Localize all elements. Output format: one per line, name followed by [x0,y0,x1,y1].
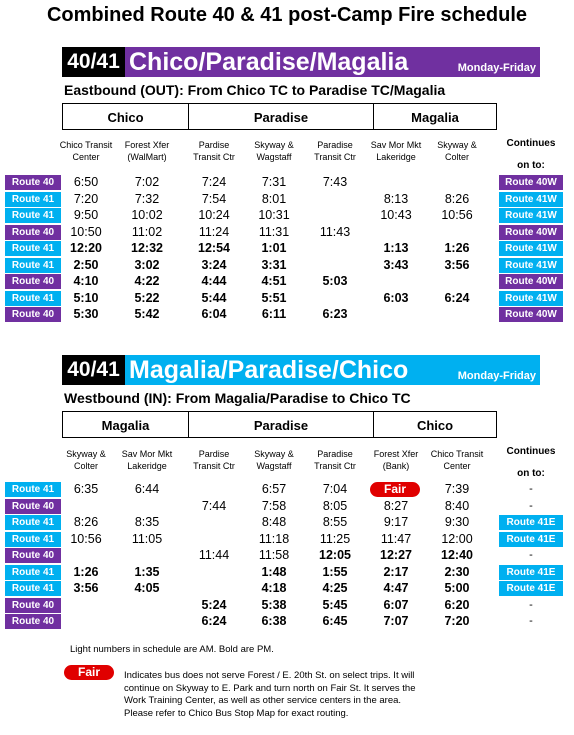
column-header-line: Colter [73,461,98,471]
column-header-line: Wagstaff [256,152,292,162]
fair-footnote-line: Indicates bus does not serve Forest / E. 20th St. on select trips. It will [124,670,415,681]
continues-on-label: Route 41W [499,258,563,273]
time-cell: 5:45 [322,597,348,612]
time-cell: 5:38 [261,597,287,612]
time-cell: 6:44 [134,482,160,496]
westbound-days: Monday-Friday [457,370,536,382]
time-cell: 4:10 [73,274,99,288]
time-cell: 1:35 [134,564,160,579]
on-to-label: on to: [517,160,545,171]
eastbound-title: Chico/Paradise/Magalia [129,48,409,76]
time-cell: 9:30 [444,515,470,529]
time-cell: 12:27 [380,548,412,562]
time-cell: 8:05 [322,498,348,513]
column-header-line: Skyway & [254,140,294,150]
time-cell: 2:30 [444,564,470,579]
time-cell: 5:51 [261,290,287,305]
route-label: Route 41 [5,581,61,596]
on-to-label: on to: [517,468,545,479]
column-header-line: Lakeridge [127,461,167,471]
time-cell: 7:43 [322,175,348,189]
route-label: Route 40 [5,225,61,240]
time-cell: 12:05 [319,548,351,562]
westbound-subtitle: Westbound (IN): From Magalia/Paradise to Chico TC [64,390,411,406]
column-header-line: Transit Ctr [193,461,235,471]
column-header [362,448,430,472]
westbound-banner [62,355,540,385]
route-label: Route 41 [5,291,61,306]
time-cell: 5:42 [134,307,160,321]
column-header [180,448,248,472]
time-cell: 7:24 [201,175,227,189]
time-cell: 8:26 [73,515,99,529]
time-cell: 4:05 [134,581,160,595]
time-cell: 7:04 [322,482,348,496]
column-header-line: Chico Transit [59,140,113,150]
time-cell: 12:54 [198,241,230,255]
time-cell: 6:38 [261,614,287,628]
continues-on-label: - [529,615,533,627]
column-header-line: Forest Xfer [124,140,170,150]
time-cell: 12:00 [441,531,473,546]
time-cell: 6:24 [201,614,227,628]
column-header [52,448,120,472]
zone-chico: Chico [62,103,189,130]
westbound-title-bar [125,355,540,385]
continues-on-label: Route 40W [499,307,563,322]
column-header-line: Chico Transit [430,449,484,459]
time-cell: 7:44 [201,498,227,513]
column-header-line: (WalMart) [127,152,167,162]
eastbound-days: Monday-Friday [457,62,536,74]
time-cell: 12:32 [131,241,163,255]
time-cell: 11:47 [380,531,412,546]
time-cell: 6:03 [383,290,409,305]
time-cell: 5:30 [73,307,99,321]
page-title: Combined Route 40 & 41 post-Camp Fire schedule [46,4,528,26]
column-header-line: Skyway & [437,140,477,150]
continues-header [499,446,563,480]
column-header [301,448,369,472]
time-cell: 11:02 [131,224,163,239]
route-label: Route 40 [5,307,61,322]
time-cell: 4:25 [322,581,348,595]
time-cell: 10:02 [131,208,163,222]
column-header-line: Forest Xfer [373,449,419,459]
time-cell: 11:31 [258,224,290,239]
time-cell: 2:17 [383,564,409,579]
ampm-footnote: Light numbers in schedule are AM. Bold are PM. [70,644,274,655]
time-cell: 4:44 [201,274,227,288]
time-cell: 6:24 [444,290,470,305]
column-header-line: Wagstaff [256,461,292,471]
time-cell: 5:22 [134,290,160,305]
time-cell: 8:01 [261,191,287,206]
time-cell: 10:50 [70,224,102,239]
time-cell: 3:56 [73,581,99,595]
time-cell: 4:22 [134,274,160,288]
column-header-line: (Bank) [382,461,410,471]
zone-paradise: Paradise [188,103,374,130]
column-header-line: Sav Mor Mkt [121,449,173,459]
zone-paradise: Paradise [188,411,374,438]
column-header-line: Paradise [317,140,353,150]
fair-footnote-line: continue on Skyway to E. Park and turn north on Fair St. It serves the [124,682,416,694]
column-header-line: Center [72,152,100,162]
route-label: Route 41 [5,192,61,207]
time-cell: 11:05 [131,531,163,546]
fair-footnote-line: Work Training Center, as well as other service centers in the area. [124,695,402,706]
time-cell: 10:56 [441,208,473,222]
time-cell: 12:20 [70,241,102,255]
time-cell: 7:07 [383,614,409,628]
time-cell: 5:00 [444,581,470,595]
route-label: Route 41 [5,208,61,223]
time-cell: 10:31 [258,208,290,222]
continues-label: Continues [506,446,556,457]
route-label: Route 41 [5,565,61,580]
continues-on-label: Route 41W [499,208,563,223]
time-cell: 11:43 [319,224,351,239]
continues-on-label: Route 41W [499,192,563,207]
time-cell: 8:13 [383,191,409,206]
time-cell: 10:24 [198,208,230,222]
continues-on-label: - [529,598,533,611]
column-header [362,139,430,163]
time-cell: 2:50 [73,257,99,272]
time-cell: 11:25 [319,531,351,546]
time-cell: 3:56 [444,257,470,272]
route-label: Route 40 [5,274,61,289]
time-cell: 8:27 [383,498,409,513]
time-cell: 9:17 [383,515,409,529]
column-header [301,139,369,163]
time-cell: 11:58 [258,548,290,562]
time-cell: 12:40 [441,548,473,562]
column-header [240,448,308,472]
route-label: Route 41 [5,532,61,547]
time-cell: 4:47 [383,581,409,595]
route-label: Route 41 [5,482,61,497]
route-number: 40/41 [62,47,125,77]
continues-on-label: Route 40W [499,225,563,240]
time-cell: 3:02 [134,257,160,272]
continues-on-label: Route 41E [499,515,563,530]
column-header [52,139,120,163]
eastbound-banner [62,47,540,77]
time-cell: 1:48 [261,564,287,579]
time-cell: 8:48 [261,515,287,529]
time-cell: 7:20 [444,614,470,628]
time-cell: 6:57 [261,482,287,496]
time-cell: 6:07 [383,597,409,612]
route-label: Route 40 [5,499,61,514]
continues-on-label: Route 40W [499,175,563,190]
time-cell: 8:55 [322,515,348,529]
time-cell: 11:44 [198,548,230,562]
column-header [240,139,308,163]
time-cell: 5:44 [201,290,227,305]
column-header-line: Paradise [317,449,353,459]
eastbound-subtitle: Eastbound (OUT): From Chico TC to Paradise TC/Magalia [64,82,446,98]
column-header [113,448,181,472]
column-header-line: Lakeridge [376,152,416,162]
column-header-line: Pardise [198,449,230,459]
column-header-line: Skyway & [66,449,106,459]
continues-on-label: Route 41E [499,565,563,580]
time-cell: 6:50 [73,175,99,189]
time-cell: 6:11 [261,307,287,321]
time-cell: 1:13 [383,241,409,255]
time-cell: 9:50 [73,208,99,222]
time-cell: 6:23 [322,307,348,321]
fair-footnote-line: Please refer to Chico Bus Stop Map for exact routing. [124,707,349,719]
time-cell: 10:56 [70,531,102,546]
column-header [423,448,491,472]
time-cell: 5:24 [201,597,227,612]
time-cell: 6:45 [322,614,348,628]
route-label: Route 41 [5,241,61,256]
time-cell: 6:04 [201,307,227,321]
time-cell: 11:18 [258,531,290,546]
time-cell: 1:55 [322,564,348,579]
time-cell: 7:58 [261,498,287,513]
zone-magalia: Magalia [62,411,189,438]
route-label: Route 41 [5,258,61,273]
time-cell: 7:02 [134,175,160,189]
route-label: Route 40 [5,614,61,629]
time-cell: 5:10 [73,290,99,305]
column-header-line: Sav Mor Mkt [370,140,422,150]
eastbound-title-bar [125,47,540,77]
time-cell: 8:26 [444,191,470,206]
time-cell: 8:40 [444,498,470,513]
column-header-line: Transit Ctr [314,461,356,471]
route-label: Route 40 [5,598,61,613]
time-cell: 11:24 [198,224,230,239]
column-header [180,139,248,163]
column-header [423,139,491,163]
route-label: Route 40 [5,548,61,563]
continues-label: Continues [506,138,556,149]
route-label: Route 41 [5,515,61,530]
time-cell: 7:32 [134,191,160,206]
column-header-line: Colter [444,152,469,162]
time-cell: 7:20 [73,191,99,206]
time-cell: 3:43 [383,257,409,272]
time-cell: 10:43 [380,208,412,222]
time-cell: 4:51 [261,274,287,288]
time-cell: 6:35 [73,482,99,496]
route-label: Route 40 [5,175,61,190]
time-cell: 1:01 [261,241,287,255]
time-cell: 6:20 [444,597,470,612]
fair-footnote [124,670,564,720]
fair-badge: Fair [370,482,420,497]
time-cell: 3:24 [201,257,227,272]
time-cell: 5:03 [322,274,348,288]
continues-on-label: - [529,499,533,512]
time-cell: 1:26 [73,564,99,579]
westbound-title: Magalia/Paradise/Chico [129,356,409,384]
time-cell: 3:31 [261,257,287,272]
continues-on-label: Route 41E [499,581,563,596]
continues-on-label: Route 40W [499,274,563,289]
route-number: 40/41 [62,355,125,385]
continues-on-label: Route 41E [499,532,563,547]
fair-badge: Fair [64,665,114,680]
continues-header [499,138,563,172]
continues-on-label: - [529,483,533,495]
continues-on-label: - [529,549,533,561]
zone-magalia: Magalia [373,103,497,130]
time-cell: 7:39 [444,482,470,496]
column-header-line: Transit Ctr [193,152,235,162]
time-cell: 7:31 [261,175,287,189]
column-header-line: Pardise [198,140,230,150]
time-cell: 7:54 [201,191,227,206]
column-header-line: Transit Ctr [314,152,356,162]
time-cell: 8:35 [134,515,160,529]
time-cell: 1:26 [444,241,470,255]
column-header [113,139,181,163]
column-header-line: Center [443,461,471,471]
time-cell: 4:18 [261,581,287,595]
continues-on-label: Route 41W [499,291,563,306]
zone-chico: Chico [373,411,497,438]
continues-on-label: Route 41W [499,241,563,256]
column-header-line: Skyway & [254,449,294,459]
